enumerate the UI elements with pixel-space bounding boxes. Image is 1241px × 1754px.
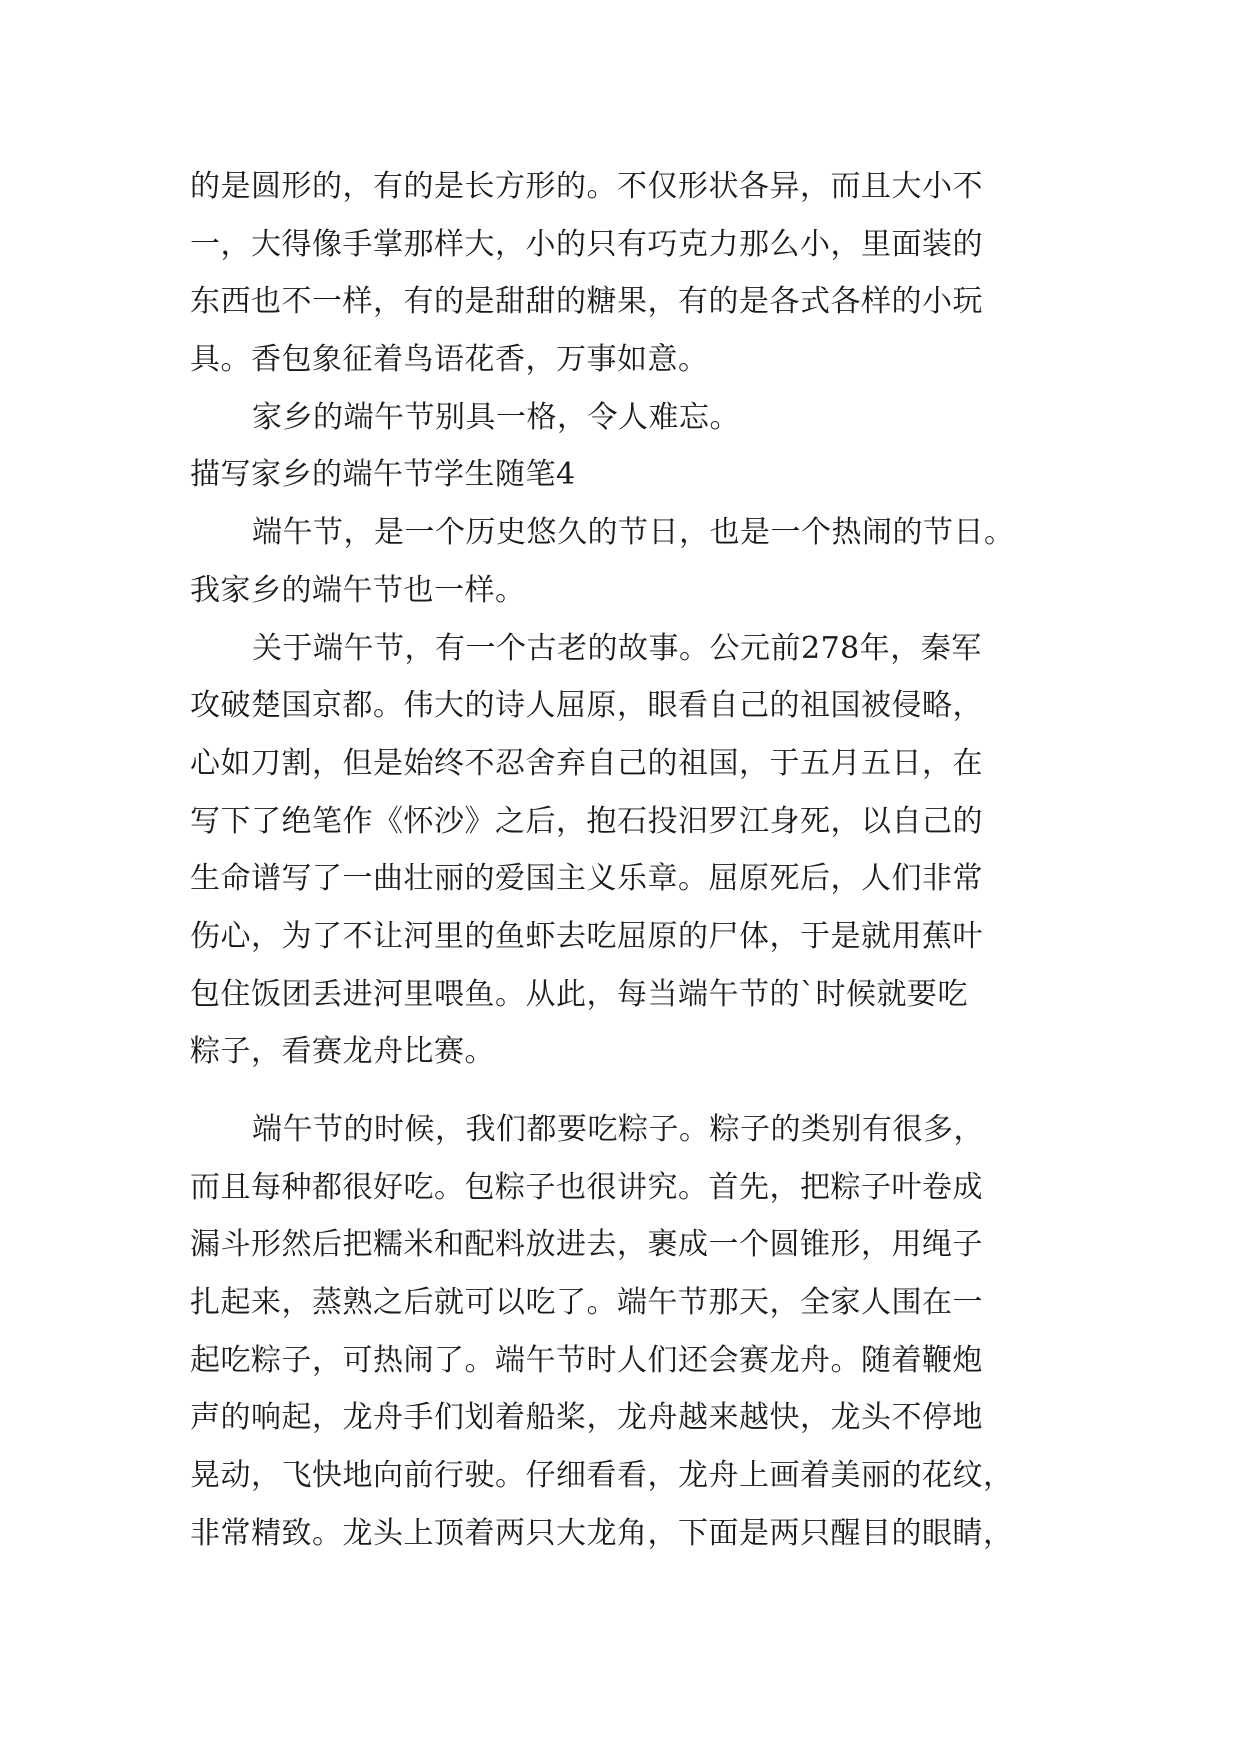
text-line: 伤心，为了不让河里的鱼虾去吃屈原的尸体，于是就用蕉叶	[190, 918, 983, 954]
paragraph-spacer	[190, 1081, 1070, 1101]
text-line: 起吃粽子，可热闹了。端午节时人们还会赛龙舟。随着鞭炮	[190, 1342, 983, 1378]
text-line: 我家乡的端午节也一样。	[190, 572, 526, 608]
paragraph	[190, 620, 1070, 1082]
text-line: 漏斗形然后把糯米和配料放进去，裹成一个圆锥形，用绳子	[190, 1227, 983, 1263]
text-line: 写下了绝笔作《怀沙》之后，抱石投汨罗江身死，以自己的	[190, 803, 983, 839]
section-heading: 描写家乡的端午节学生随笔4	[190, 457, 576, 493]
text-line: 声的响起，龙舟手们划着船桨，龙舟越来越快，龙头不停地	[190, 1400, 983, 1436]
paragraph	[190, 504, 1070, 619]
text-line: 端午节的时候，我们都要吃粽子。粽子的类别有很多，	[252, 1112, 984, 1147]
text-line: 具。香包象征着鸟语花香，万事如意。	[190, 342, 709, 378]
paragraph	[190, 1101, 1070, 1563]
text-line: 扎起来，蒸熟之后就可以吃了。端午节那天，全家人围在一	[190, 1285, 983, 1321]
text-line: 生命谱写了一曲壮丽的爱国主义乐章。屈原死后，人们非常	[190, 861, 983, 897]
text-line: 家乡的端午节别具一格，令人难忘。	[252, 399, 740, 435]
text-line: 一，大得像手掌那样大，小的只有巧克力那么小，里面装的	[190, 226, 983, 262]
text-line: 非常精致。龙头上顶着两只大龙角，下面是两只醒目的眼睛，	[190, 1515, 1014, 1551]
text-line: 包住饭团丢进河里喂鱼。从此，每当端午节的`时候就要吃	[190, 976, 968, 1012]
text-line: 端午节，是一个历史悠久的节日，也是一个热闹的节日。	[252, 515, 1015, 551]
paragraph	[190, 158, 1070, 389]
text-line: 东西也不一样，有的是甜甜的糖果，有的是各式各样的小玩	[190, 284, 983, 320]
text-line: 粽子，看赛龙舟比赛。	[190, 1034, 495, 1070]
text-line: 攻破楚国京都。伟大的诗人屈原，眼看自己的祖国被侵略，	[190, 688, 983, 724]
text-line: 而且每种都很好吃。包粽子也很讲究。首先，把粽子叶卷成	[190, 1169, 983, 1205]
text-line: 关于端午节，有一个古老的故事。公元前278年，秦军	[252, 630, 982, 666]
text-line: 的是圆形的，有的是长方形的。不仅形状各异，而且大小不	[190, 169, 983, 204]
text-line: 心如刀割，但是始终不忍舍弃自己的祖国，于五月五日，在	[190, 745, 983, 781]
paragraph	[190, 389, 1070, 447]
document-body	[190, 158, 1070, 1563]
text-line: 晃动，飞快地向前行驶。仔细看看，龙舟上画着美丽的花纹，	[190, 1458, 1014, 1494]
